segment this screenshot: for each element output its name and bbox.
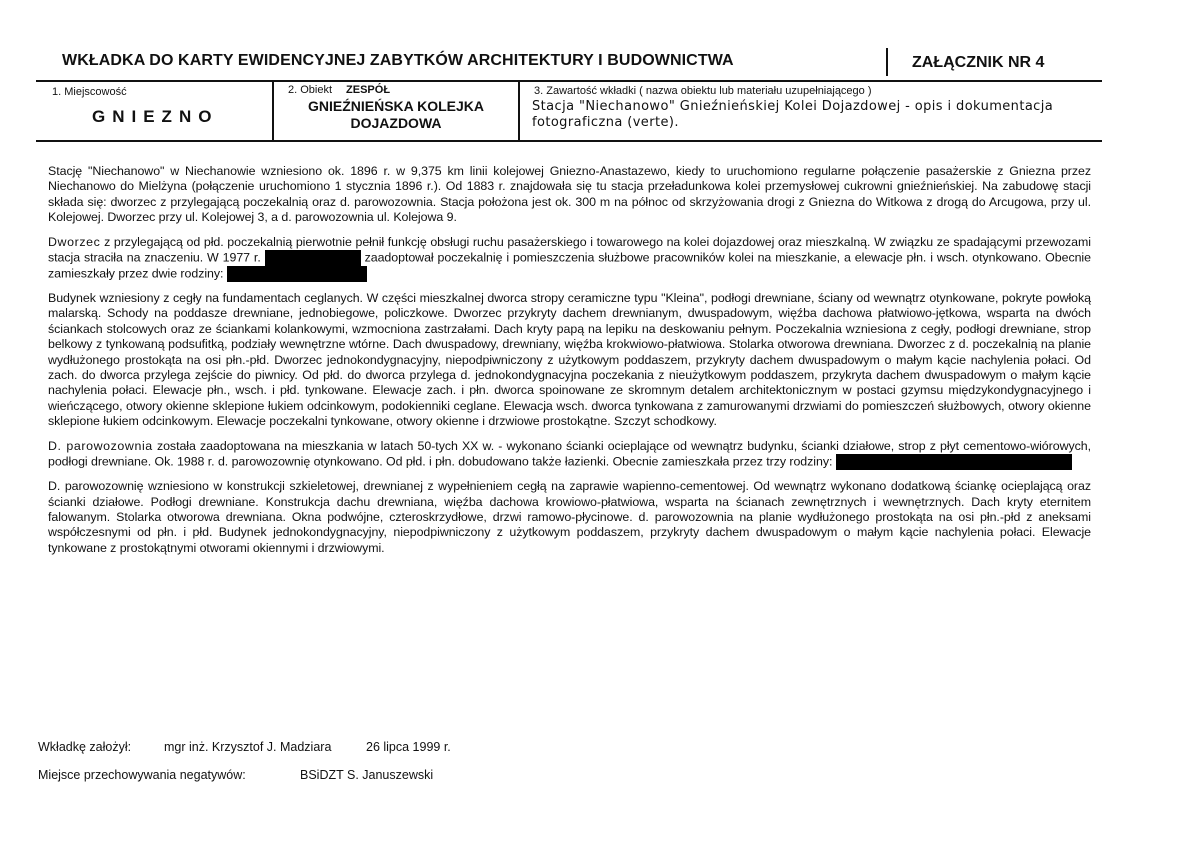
paragraph-history: Stację "Niechanowo" w Niechanowie wzniesiono ok. 1896 r. w 9,375 km linii kolejowej Gniezno-Anastazewo, kiedy to uruchomiono regularne połączenie pasażerskie z Gniezna przez Niechanowo do Mielżyna (połączenie uruchomiono 1 stycznia 1896 r.). Od 1883 r. znajdowała się tu stacja przeładunkowa kolei przemysłowej cukrowni gnieźnieńskiej. Na zabudowę stacji składa się: dworzec z przylegającą poczekalnią oraz d. parowozownia. Stacja położona jest ok. 300 m na północ od skrzyżowania drogi z Gniezna do Witkowa z drogą do Arcugowa, przy ul. Kolejowej. Dworzec przy ul. Kolejowej 3, a d. parowozownia ul. Kolejowa 9.: [48, 164, 1091, 225]
content-cell: [520, 80, 1102, 140]
station-building-text-b: zaadoptował poczekalnię i pomieszczenia służbowe pracowników kolei na mieszkanie, a elewacje płn. i wsch. otynkowano. Obecnie zamieszkały przez dwie rodziny:: [48, 250, 1091, 281]
object-label-bold: ZESPÓŁ: [346, 84, 391, 96]
object-label: [288, 84, 390, 96]
redaction-bar: [265, 250, 361, 266]
info-table: [36, 80, 1102, 142]
object-cell: [274, 80, 518, 140]
object-label-prefix: 2. Obiekt: [288, 84, 333, 96]
station-building-lead: Dworzec: [48, 234, 101, 249]
content-label: 3. Zawartość wkładki ( nazwa obiektu lub materiału uzupełniającego ): [534, 85, 872, 97]
location-cell: [36, 80, 272, 140]
redaction-bar: [836, 454, 1072, 470]
author-value: mgr inż. Krzysztof J. Madziara: [164, 740, 332, 754]
engine-shed-lead: D. parowozownia: [48, 438, 153, 453]
content-value: Stacja "Niechanowo" Gnieźnieńskiej Kolei Dojazdowej - opis i dokumentacja fotograficzna (verte).: [532, 99, 1054, 130]
paragraph-engine-shed: [48, 439, 1091, 470]
author-label: Wkładkę założył:: [38, 740, 132, 754]
station-building-text-a: z przylegającą od płd. poczekalnią pierwotnie pełnił funkcję obsługi ruchu pasażerskiego i towarowego na kolei dojazdowej oraz mieszkalną. W związku ze spadającymi przewozami stacja straciła na znaczeniu. W 1977 r.: [48, 234, 1091, 265]
paragraph-engine-shed-construction: D. parowozownię wzniesiono w konstrukcji szkieletowej, drewnianej z wypełnieniem cegłą na zaprawie wapienno-cementowej. Od wewnątrz wykonano dodatkową ściankę ocieplającą oraz ścianki działowe. Podłogi drewniane. Konstrukcja dachu drewniana, więźba dachowa krowiowo-płatwiowa, wsparta na ścianach zewnętrznych i wewnętrznych. Dach kryty eternitem falowanym. Stolarka otworowa drewniana. Okna podwójne, czteroskrzydłowe, drzwi ramowo-płycinowe. d. parowozownia na planie wydłużonego prostokąta na osi płn.-płd z aneksami współczesnymi od płn. i płd. Budynek jednokondygnacyjny, niepodpiwniczony z użytkowym poddaszem, przykryty dachem dwuspadowym o małym kącie nachylenia połaci. Elewacje tynkowane z prostokątnymi otworami okiennymi i drzwiowymi.: [48, 479, 1091, 555]
creation-date: 26 lipca 1999 r.: [366, 740, 451, 754]
annex-number: ZAŁĄCZNIK NR 4: [912, 54, 1045, 71]
object-value-line2: DOJAZDOWA: [350, 115, 442, 131]
document-title: WKŁADKA DO KARTY EWIDENCYJNEJ ZABYTKÓW ARCHITEKTURY I BUDOWNICTWA: [62, 52, 734, 69]
location-value: GNIEZNO: [92, 107, 219, 126]
document-header: [36, 48, 1102, 80]
paragraph-construction: Budynek wzniesiony z cegły na fundamentach ceglanych. W części mieszkalnej dworca stropy ceramiczne typu "Kleina", podłogi drewniane, ściany od wewnątrz otynkowane, pokryte powłoką malarską. Schody na poddasze drewniane, jednobiegowe, policzkowe. Dworzec przykryty dachem drewnianym, dwuspadowym, więźba dachowa płatwiowo-jętkowa, wsparta na dwóch ściankach stolcowych oraz ze ściankami kolankowymi, wzmocniona zastrzałami. Dach kryty papą na lepiku na deskowaniu pełnym. Poczekalnia wzniesiona z cegły, podłogi drewniane, strop belkowy z tynkowaną podsufitką, podziały wewnętrzne wtórne. Dach dwuspadowy, drewniany, więźba krokwiowo-płatwiowa. Stolarka otworowa drewniana. Dworzec z d. poczekalnią na planie wydłużonego prostokąta na osi płn.-płd. Dworzec jednokondygnacyjny, niepodpiwniczony z użytkowym poddaszem, przykryty dachem dwuspadowym o małym kącie nachylenia połaci. Od zach. do dworca przylega zejście do piwnicy. Od płd. do dworca przylega d. jednokondygnacyjna poczekania z nieużytkowym poddaszem, przykryta dachem dwuspadowym o małym kącie nachylenia połaci. Elewacje płn., wsch. i płd. tynkowane. Elewacje zach. i płn. dworca spoinowane ze skromnym detalem architektonicznym w postaci gzymsu międzykondygnacyjnego i wieńczącego, otwory okienne sklepione łukiem odcinkowym, podokienniki ceglane. Elewacja wsch. dworca tynkowana z zamurowanymi drzwiami do pomieszczeń służbowych, otwory okienne sklepione łukiem odcinkowym. Elewacje poczekalni tynkowane, otwory okienne i drzwiowe prostokątne. Szczyt schodkowy.: [48, 291, 1091, 429]
object-value-line1: GNIEŹNIEŃSKA KOLEJKA: [307, 98, 485, 114]
info-rule: [36, 140, 1102, 142]
header-divider: [886, 48, 888, 76]
negatives-label: Miejsce przechowywania negatywów:: [38, 768, 246, 782]
negatives-value: BSiDZT S. Januszewski: [300, 768, 434, 782]
paragraph-station-building: [48, 235, 1091, 282]
redaction-bar: [227, 266, 367, 282]
location-label: 1. Miejscowość: [52, 86, 127, 98]
description-body: [48, 164, 1091, 565]
engine-shed-text: została zaadoptowana na mieszkania w latach 50-tych XX w. - wykonano ścianki ocieplające od wewnątrz budynku, ścianki działowe, strop z płyt cementowo-wiórowych, podłogi drewniane. Ok. 1988 r. d. parowozownię otynkowano. Od płd. i płn. dobudowano także łazienki. Obecnie zamieszkała przez trzy rodziny:: [48, 438, 1091, 469]
